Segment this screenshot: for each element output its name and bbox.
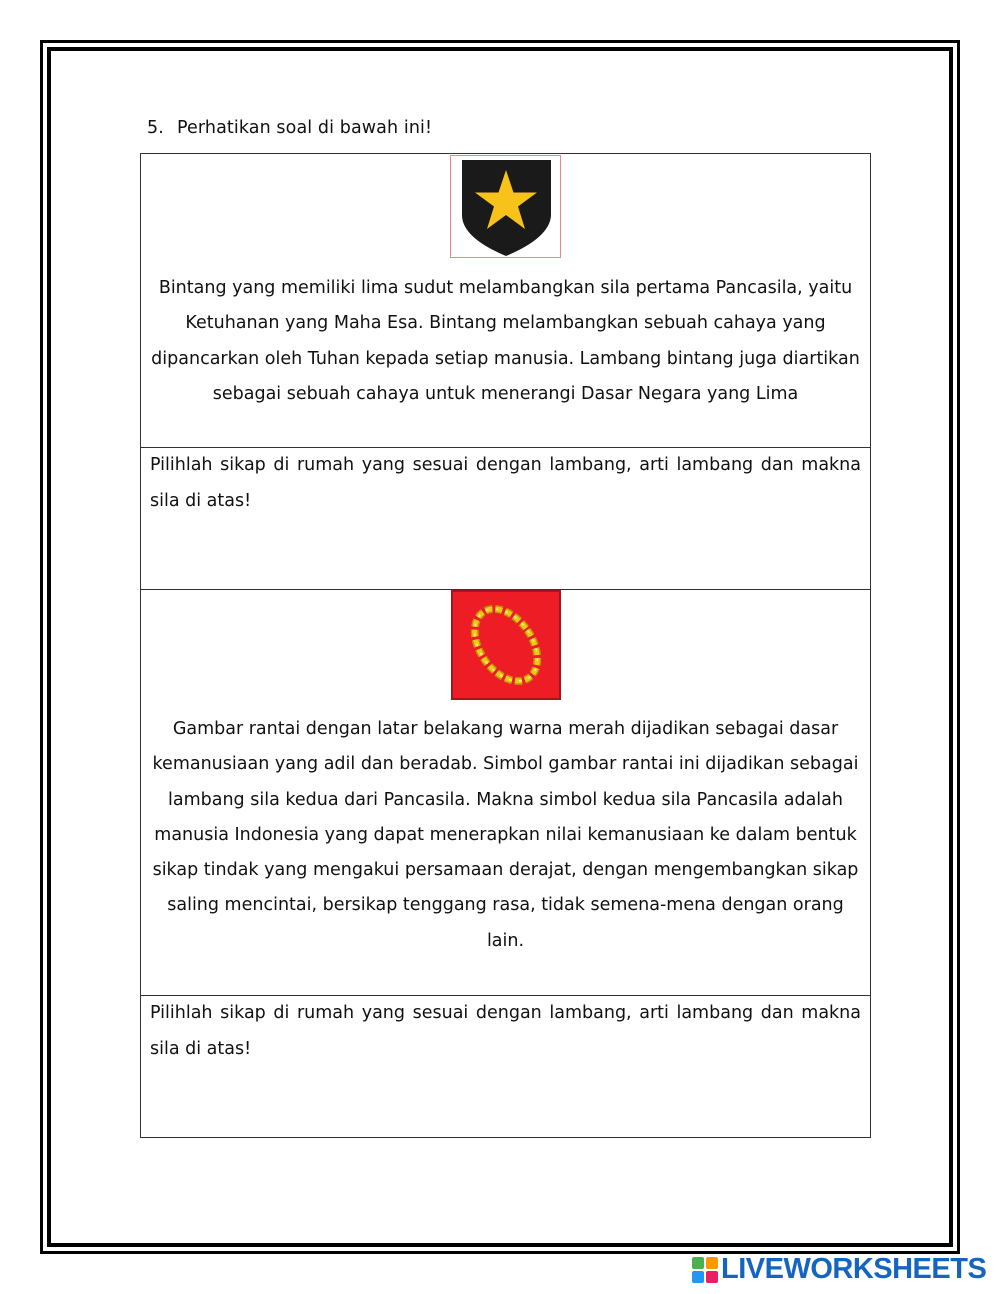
sila1-line: sebagai sebuah cahaya untuk menerangi Dasar Negara yang Lima (212, 383, 799, 404)
question-number: 5. (147, 118, 164, 138)
question-heading (147, 118, 432, 138)
sila2-line: sikap tindak yang mengakui persamaan derajat, dengan mengembangkan sikap (152, 860, 859, 881)
sila2-line: lambang sila kedua dari Pancasila. Makna simbol kedua sila Pancasila adalah (168, 789, 843, 810)
instruction-text-2: Pilihlah sikap di rumah yang sesuai dengan lambang, arti lambang dan makna sila di atas! (150, 1003, 861, 1059)
star-shield-icon (450, 155, 561, 258)
sila2-line: kemanusiaan yang adil dan beradab. Simbol gambar rantai ini dijadikan sebagai (152, 754, 859, 775)
sila2-line: Gambar rantai dengan latar belakang warna merah dijadikan sebagai dasar (172, 719, 839, 739)
answer-cell-1[interactable] (141, 448, 871, 590)
sila1-line: Ketuhanan yang Maha Esa. Bintang melambangkan sebuah cahaya yang (185, 313, 826, 334)
question-text: Perhatikan soal di bawah ini! (177, 118, 433, 138)
answer-cell-2[interactable] (141, 996, 871, 1138)
worksheet-table (140, 153, 871, 1138)
logo-blocks-icon (692, 1257, 718, 1283)
liveworksheets-logo[interactable] (692, 1253, 986, 1286)
sila2-line: lain. (486, 930, 525, 951)
instruction-text-1: Pilihlah sikap di rumah yang sesuai dengan lambang, arti lambang dan makna sila di atas! (150, 455, 861, 511)
sila1-line: Bintang yang memiliki lima sudut melambangkan sila pertama Pancasila, yaitu (158, 278, 853, 298)
sila2-info-cell (141, 590, 871, 996)
logo-text: LIVEWORKSHEETS (721, 1253, 987, 1285)
chain-icon (451, 590, 561, 700)
sila2-line: saling mencintai, bersikap tenggang rasa, tidak semena-mena dengan orang (167, 895, 844, 916)
sila1-line: dipancarkan oleh Tuhan kepada setiap manusia. Lambang bintang juga diartikan (151, 348, 860, 369)
sila1-info-cell (141, 154, 871, 448)
sila2-line: manusia Indonesia yang dapat menerapkan nilai kemanusiaan ke dalam bentuk (154, 824, 857, 845)
